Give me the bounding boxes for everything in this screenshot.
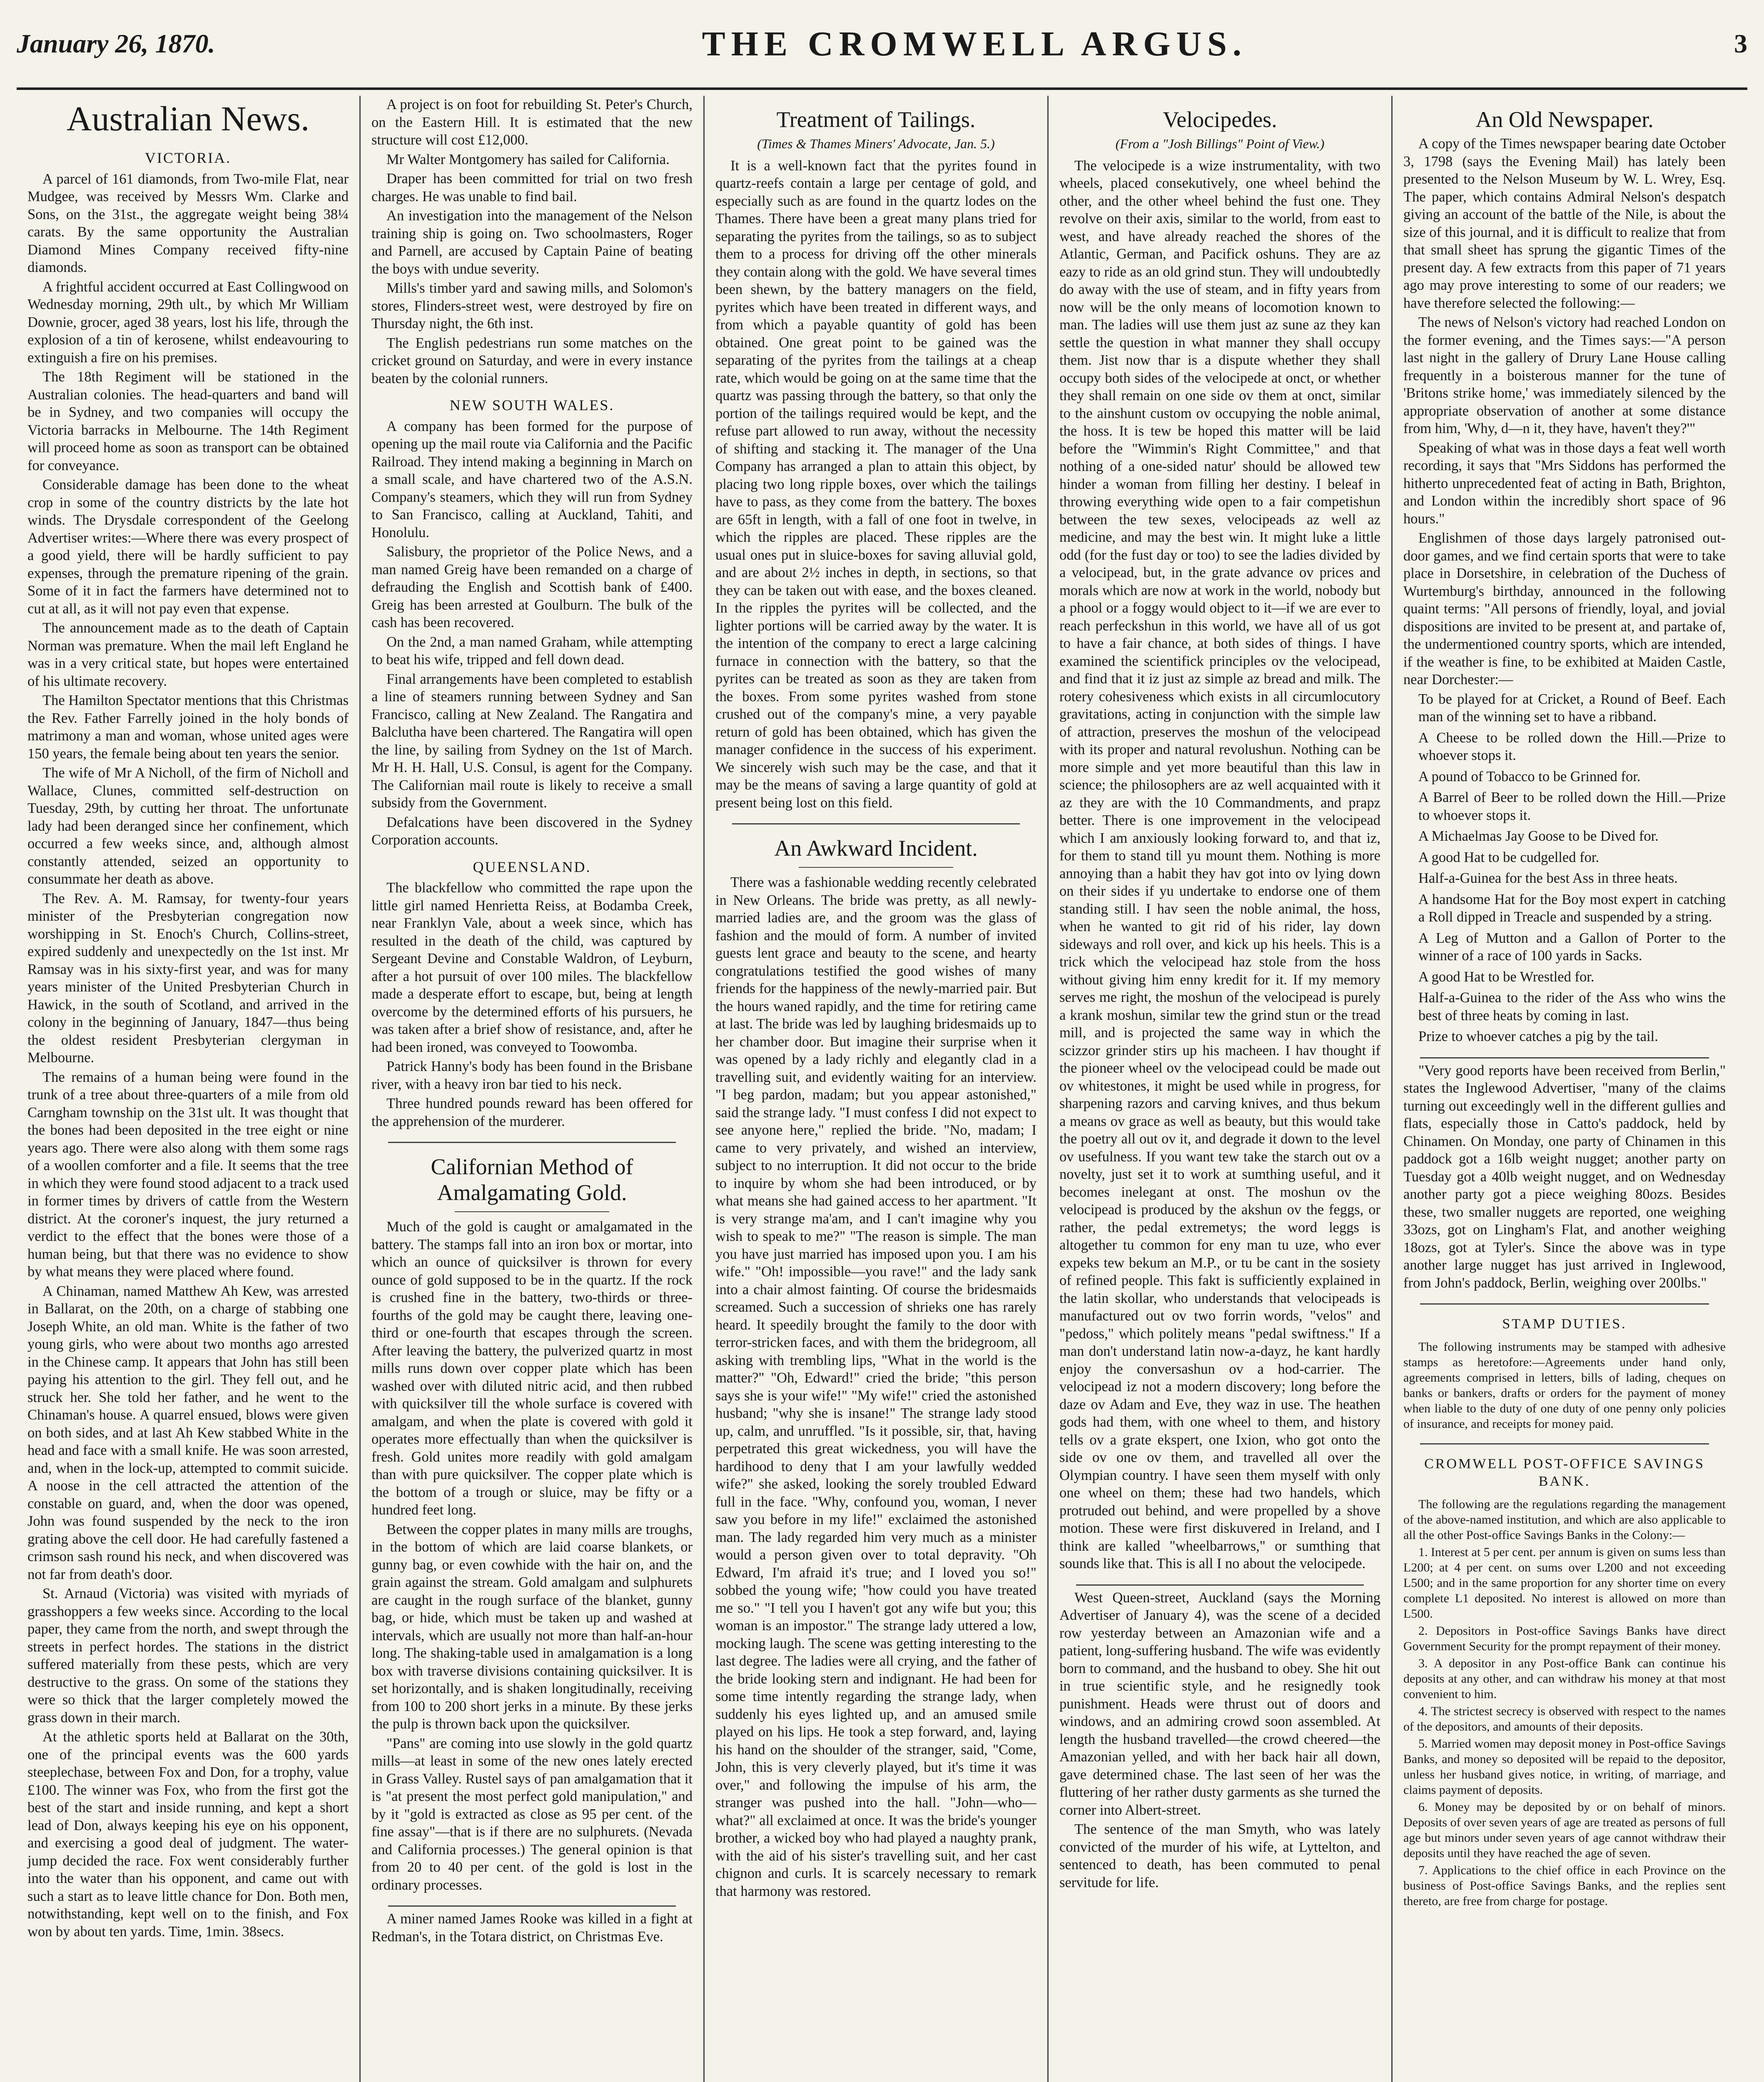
prize-item: A Cheese to be rolled down the Hill.—Prize to whoever stops it. bbox=[1418, 730, 1726, 763]
article-paragraph: The following instruments may be stamped with adhesive stamps as heretofore:—Agreements under hand only, agreements comprised in letters, bills of lading, cheques on banks or bankers, drafts or orders for the payment of money when liable to the duty of one duty of one penny only policies of insurance, and receipts for money paid. bbox=[1403, 1340, 1726, 1431]
article-title-awkward-incident: An Awkward Incident. bbox=[774, 836, 978, 861]
section-savings-bank: CROMWELL POST-OFFICE SAVINGS BANK. bbox=[1424, 1456, 1705, 1489]
article-paragraph: There was a fashionable wedding recently celebrated in New Orleans. The bride was pretty, as all newly-married ladies are, and the groom was the glass of fashion and the mould of form. A number of invited guests lent grace and beauty to the scene, and hearty congratulations testified the good wishes of many friends for the happiness of the newly-married pair. But the hours waned rapidly, and the time for retiring came at last. The bride was led by laughing bridesmaids up to her chamber door. But imagine their surprise when it was opened by a lady richly and elegantly clad in a travelling suit, and evidently waiting for an interview. "I beg pardon, madam; but you appear astonished," said the strange lady. "I must confess I did not expect to see anyone here," replied the bride. "No, madam; I came to very privately, and wished an interview, subject to no interruption. It did not occur to the bride to inquire by whom she had been introduced, or by what means she had gained access to her apartment. "It is very strange ma'am, and I can't imagine why you wish to speak to me?" "The reason is simple. The man you have just married has imposed upon you. I am his wife." "Oh! impossible—you rave!" and the lady sank into a chair almost fainting. Of course the bridesmaids screamed. Such a succession of shrieks one has rarely heard. It speedily brought the family to the door with terror-stricken faces, and with them the bridegroom, all asking with trembling lips, "What in the world is the matter?" "Oh, Edward!" cried the bride; "this person says she is your wife!" "My wife!" cried the astonished husband; "why she is insane!" The strange lady stood up, calm, and unruffled. "Is it possible, sir, that, having perpetrated this great wickedness, you will have the hardihood to deny that I am your lawfully wedded wife?" she asked, looking the sorely troubled Edward full in the face. "Why, confound you, woman, I never saw you before in my life!" exclaimed the astonished man. The lady regarded him very much as a minister would a person given over to total depravity. "Oh Edward, I'm afraid it's true; and I loved you so!" sobbed the young wife; "how could you have treated me so." "I tell you I haven't got any wife but you; this woman is an impostor." The strange lady uttered a low, mocking laugh. The scene was getting interesting to the last degree. The ladies were all crying, and the father of the bride looking stern and indignant. He had been for some time intently regarding the strange lady, when suddenly his eyes lighted up, and an amused smile played on his lips. He took a step forward, and, laying his hand on the shoulder of the stranger, said, "Come, John, this is very cleverly played, but it's time it was over," and following the impulse of his arm, the stranger was pushed into the hall. "John—who—what?" all exclaimed at once. It was the bride's younger brother, a wicked boy who had played a naughty prank, with the aid of his sister's travelling suit, and her cast chignon and curls. It is scarcely necessary to remark that harmony was restored. bbox=[715, 874, 1036, 1899]
article-paragraph: Final arrangements have been completed to establish a line of steamers running between Sydney and San Francisco, calling at New Zealand. The Rangatira and Balclutha have been chartered. The Rangatira will open the line, by sailing from Sydney on the 1st of March. Mr H. H. Hall, U.S. Consul, is agent for the Company. The Californian mail route is likely to receive a small subsidy from the Government. bbox=[371, 671, 693, 811]
article-paragraph: The English pedestrians run some matches on the cricket ground on Saturday, and were in every instance beaten by the colonial runners. bbox=[371, 335, 693, 386]
divider bbox=[1076, 1584, 1364, 1586]
article-paragraph: Patrick Hanny's body has been found in the Brisbane river, with a heavy iron bar tied to his neck. bbox=[371, 1058, 693, 1092]
regulation-item: 7. Applications to the chief office in each Province on the business of Post-office Savings Banks, and the replies sent thereto, are free from charge for postage. bbox=[1403, 1863, 1726, 1908]
article-title-californian-method: Californian Method of Amalgamating Gold. bbox=[431, 1154, 633, 1205]
column-3 bbox=[705, 96, 1049, 2082]
page-number: 3 bbox=[1734, 29, 1747, 58]
article-paragraph: The remains of a human being were found in the trunk of a tree about three-quarters of a mile from old Carngham township on the 31st ult. It was thought that the bones had been deposited in the tree eight or nine years ago. There were also along with them some rags of a woollen comforter and a file. It seems that the tree in which they were found stood adjacent to a track used in former times by drivers of cattle from the Western district. At the coroner's inquest, the jury returned a verdict to the effect that the bones were those of a human being, but that there was no evidence to show by what means they were placed where found. bbox=[27, 1069, 349, 1280]
article-paragraph: The velocipede is a wize instrumentality, with two wheels, placed consekutively, one wheel behind the other, and the other wheel behind the fust one. They revolve on their axis, similar to the world, from east to west, and have already reached the shores of the Atlantic, German, and Pacifick oshuns. They are az eazy to ride as an old grind stun. They will undoubtedly do away with the use of steam, and in fifty years from now will be the only means of locomotion known to man. The ladies will use them just az sune az they kan settle the question in what manner they shall occupy them. Jist now thar is a dispute whether they shall occupy both sides of the velocipede at onct, or whether they shall remain on one side ov them at onct, similar to the ainshunt custom ov occupying the noble animal, the hoss. It is tew be hoped this matter will be laid before the "Wimmin's Right Committee," and that nothing of a one-sided natur' should be allowed tew hinder a woman from filling her destiny. I beleaf in throwing everything wide open to a fair competishun between the tew sexes, velocipeads az well az medicine, and may the best win. It might luke a little odd (for the fust day or too) to see the ladies divided by a velocipead, but, in the grate advance ov prices and morals which are now at work in the world, nobody but a phool or a foggy would object to it—if we are ever to reach perfeckshun in this world, we have all of us got to have a fair chance, at both sides of things. I have examined the scientifick principles ov the velocipead, and find that it iz just az simple az bread and milk. The rotery cohesiveness which exists in all circumlocutory gravitations, acting in conjunction with the simple law of attraction, preserves the moshun of the velocipead with its proper and natural revolushun. Nothing can be more simple and yet more beautiful than this law in science; the philosophers are az well acquainted with it az they are with the 10 Commandments, and prapz better. There is one improvement in the velocipead which I am anxiously looking forward to, and that iz, for them to stand till yu mount them. Nothing is more annoying than a habit they hav got into ov lying down on their sides if yu undertake to endorse one of them standing still. I hav seen the noble animal, the hoss, when he wanted to git rid of his rider, lay down sideways and roll over, and kick up his heels. This is a trick which the velocipead haz stole from the hoss without giving him enny kredit for it. If my memory serves me right, the moshun of the velocipead is purely a krank moshun, similar tew the grind stun or the tread mill, and is projected the same way in which the scizzor grinder stirs up his macheen. I hav thought if the pioneer wheel ov the velocipead could be made out ov whitestones, it might be used while in progress, for sharpening razors and carving knives, and thus bekum a means ov grace as well as beauty, but this would take the poetry all out ov it, and degrade it down to the level ov usefulness. If you want tew take the starch out ov a novelty, just set it to work at sumthing useful, and it becomes inelegant at onst. The moshun ov the velocipead is produced by the akshun ov the feggs, or rather, the pedal extremetys; the word leggs is altogether tu common for eny man tu uze, who ever expeks tew bekum an M.P., or tu be cant in the sosiety of refined people. This fakt is sufficiently explained in the latin skollar, who understands that velocipeads is manufactured out ov two forrin words, "velos" and "pedoss," which politely means "pedal swiftness." If a man don't understand latin now-a-dayz, he kant hardly enjoy the conversashun ov a hod-carrier. The velocipead iz not a modern discovery; long before the daze ov Adam and Eve, they waz in use. The heathen gods had them, with one wheel to them, and history tells ov a grate ekspert, one Ixion, who got onto the side ov one ov them, and travelled all over the Olympian country. I have seen them myself with only one wheel on them; these had two handels, which protruded out behind, and were propelled by a shove motion. These were first diskuvered in Ireland, and I think are kalled "wheelbarrows," or sumthing that sounds like that. This is all I no about the velocipede. bbox=[1059, 157, 1380, 1571]
article-paragraph: The blackfellow who committed the rape upon the little girl named Henrietta Reiss, at Bodamba Creek, near Franklyn Vale, about a week since, which has resulted in the death of the child, was captured by Sergeant Devine and Constable Waldron, of Leyburn, after a hot pursuit of over 100 miles. The blackfellow made a desperate effort to escape, but, being at length overcome by the determined efforts of his pursuers, he was taken after a brief show of resistance, and, after he had been ironed, was conveyed to Toowomba. bbox=[371, 880, 693, 1055]
regulation-item: 2. Depositors in Post-office Savings Banks have direct Government Security for the prompt repayment of their money. bbox=[1403, 1624, 1726, 1653]
article-paragraph: The Hamilton Spectator mentions that this Christmas the Rev. Father Farrelly joined in the holy bonds of matrimony a man and woman, whose united ages were 150 years, the female being about ten years the senior. bbox=[27, 692, 349, 762]
divider bbox=[455, 1211, 609, 1212]
newspaper-title: THE CROMWELL ARGUS. bbox=[702, 24, 1247, 63]
article-paragraph: The 18th Regiment will be stationed in the Australian colonies. The head-quarters and band will be in Sydney, and two companies will occupy the Victoria barracks in Melbourne. The 14th Regiment will proceed home as soon as transport can be obtained for conveyance. bbox=[27, 369, 349, 473]
divider bbox=[1420, 1303, 1709, 1305]
issue-date: January 26, 1870. bbox=[17, 29, 215, 58]
divider bbox=[732, 823, 1020, 824]
article-title-treatment-of-tailings: Treatment of Tailings. bbox=[776, 107, 976, 132]
article-paragraph: "Very good reports have been received from Berlin," states the Inglewood Advertiser, "many of the claims turning out exceedingly well in the different gullies and flats, especially those in Catto's paddock, held by Chinamen. On Monday, one party of Chinamen in this paddock got a 16lb weight nugget; another party on Tuesday got a 40lb weight nugget, and on Wednesday another party got a piece weighing 80ozs. Besides these, two smaller nuggets are reported, one weighing 33ozs, got on Lingham's Flat, and another weighing 18ozs, got at Tyler's. Since the above was in type another large nugget has just arrived in Inglewood, from John's paddock, Berlin, weighing over 200lbs." bbox=[1403, 1062, 1726, 1291]
article-paragraph: The sentence of the man Smyth, who was lately convicted of the murder of his wife, at Lyttelton, and sentenced to death, has been commuted to penal servitude for life. bbox=[1059, 1821, 1380, 1890]
article-paragraph: Englishmen of those days largely patronised out-door games, and we find certain sports that were to take place in Dorsetshire, in celebration of the Duchess of Wurtemburg's birthday, announced in the following quaint terms: "All persons of friendly, loyal, and jovial dispositions are invited to be present at, and partake of, the undermentioned country sports, which are intended, if the weather is fine, to be exhibited at Maiden Castle, near Dorchester:— bbox=[1403, 530, 1726, 687]
article-paragraph: Salisbury, the proprietor of the Police News, and a man named Greig have been remanded on a charge of defrauding the English and Scottish bank of £400. Greig has been arrested at Goulburn. The bulk of the cash has been recovered. bbox=[371, 544, 693, 630]
article-paragraph: The wife of Mr A Nicholl, of the firm of Nicholl and Wallace, Clunes, committed self-destruction on Tuesday, 29th, by cutting her throat. The unfortunate lady had been deranged since her confinement, which occurred a few weeks since, and, although almost constantly attended, seized an opportunity to consummate her death as above. bbox=[27, 765, 349, 887]
prize-item: A Barrel of Beer to be rolled down the Hill.—Prize to whoever stops it. bbox=[1418, 789, 1726, 823]
column-1 bbox=[17, 96, 361, 2082]
regulation-item: 1. Interest at 5 per cent. per annum is given on sums less than L200; at 4 per cent. on sums over L200 and not exceeding L500; and in the same proportion for any shorter time on every complete L1 deposited. No interest is allowed on more than L500. bbox=[1403, 1545, 1726, 1621]
regulation-item: 6. Money may be deposited by or on behalf of minors. Deposits of over seven years of age are treated as persons of full age but minors under seven years of age cannot withdraw their deposits until they have reached the age of seven. bbox=[1403, 1800, 1726, 1860]
article-paragraph: A miner named James Rooke was killed in a fight at Redman's, in the Totara district, on Christmas Eve. bbox=[371, 1911, 693, 1945]
prize-item: A pound of Tobacco to be Grinned for. bbox=[1418, 768, 1641, 784]
regulation-item: 5. Married women may deposit money in Post-office Savings Banks, and money so deposited will be repaid to the depositor, unless her husband gives notice, in writing, of marriage, and claims payment of deposits. bbox=[1403, 1736, 1726, 1797]
article-paragraph: A copy of the Times newspaper bearing date October 3, 1798 (says the Evening Mail) has lately been presented to the Nelson Museum by W. L. Wrey, Esq. The paper, which contains Admiral Nelson's despatch giving an account of the battle of the Nile, is about the size of this journal, and it is difficult to realize that from that small sheet has sprung the gigantic Times of the present day. A few extracts from this paper of 71 years ago may prove interesting to some of our readers; we have therefore selected the following:— bbox=[1403, 136, 1726, 311]
prize-item: A good Hat to be Wrestled for. bbox=[1418, 969, 1595, 985]
article-paragraph: Draper has been committed for trial on two fresh charges. He was unable to find bail. bbox=[371, 171, 693, 204]
article-paragraph: A project is on foot for rebuilding St. Peter's Church, on the Eastern Hill. It is estimated that the new structure will cost £12,000. bbox=[371, 97, 693, 148]
article-credit: (From a "Josh Billings" Point of View.) bbox=[1115, 136, 1325, 151]
article-paragraph: The Rev. A. M. Ramsay, for twenty-four years minister of the Presbyterian congregation now worshipping in St. Enoch's Church, Collins-street, expired suddenly and unexpectedly on the 1st inst. Mr Ramsay was in his sixty-first year, and was for many years minister of the United Presbyterian Church in Hawick, in the south of Scotland, and arrived in the colony in the beginning of January, 1847—thus being the oldest resident Presbyterian clergyman in Melbourne. bbox=[27, 890, 349, 1066]
article-paragraph: A frightful accident occurred at East Collingwood on Wednesday morning, 29th ult., by which Mr William Downie, grocer, aged 38 years, lost his life, through the explosion of a tin of kerosene, whilst endeavouring to extinguish a fire on his premises. bbox=[27, 279, 349, 366]
masthead bbox=[17, 0, 1747, 90]
regulation-item: 3. A depositor in any Post-office Bank can continue his deposits at any other, and can withdraw his money at that most convenient to him. bbox=[1403, 1656, 1726, 1701]
article-paragraph: Defalcations have been discovered in the Sydney Corporation accounts. bbox=[371, 814, 693, 848]
article-paragraph: St. Arnaud (Victoria) was visited with myriads of grasshoppers a few weeks since. According to the local paper, they came from the north, and swept through the streets in perfect hordes. The stations in the district suffered materially from these pests, which are very destructive to the grass. On some of the stations they were so thick that the larger completely mowed the grass down in their march. bbox=[27, 1586, 349, 1726]
column-5 bbox=[1393, 96, 1737, 2082]
divider bbox=[388, 1905, 676, 1907]
divider bbox=[1420, 1443, 1709, 1444]
prize-item: A good Hat to be cudgelled for. bbox=[1418, 849, 1600, 865]
article-paragraph: Three hundred pounds reward has been offered for the apprehension of the murderer. bbox=[371, 1096, 693, 1129]
article-paragraph: Mr Walter Montgomery has sailed for California. bbox=[386, 151, 670, 167]
prize-item: Prize to whoever catches a pig by the tail. bbox=[1418, 1029, 1658, 1044]
article-paragraph: The following are the regulations regarding the management of the above-named institution, and which are also applicable to all the other Post-office Savings Banks in the Colony:— bbox=[1403, 1497, 1726, 1542]
article-paragraph: A Chinaman, named Matthew Ah Kew, was arrested in Ballarat, on the 20th, on a charge of stabbing one Joseph White, an old man. White is the father of two young girls, who were about two months ago arrested in the Chinese camp. It appears that John has still been paying his attention to the girl. They fell out, and he struck her. She told her father, and he went to the Chinaman's house. A quarrel ensued, blows were given on both sides, and at last Ah Kew stabbed White in the head and face with a small knife. He was soon arrested, and, when in the lock-up, attempted to commit suicide. A noose in the cell attracted the attention of the constable on guard, and, when the door was opened, John was found suspended by the neck to the iron grating above the cell door. He had carefully fastened a crimson sash round his neck, and when discovered was not far from death's door. bbox=[27, 1283, 349, 1582]
divider bbox=[1420, 1057, 1709, 1058]
prize-item: A Michaelmas Jay Goose to be Dived for. bbox=[1418, 828, 1659, 844]
article-paragraph: Between the copper plates in many mills are troughs, in the bottom of which are laid coarse blankets, or gunny bag, or even cowhide with the hair on, and the grain against the stream. Gold amalgam and sulphurets are caught in the rough surface of the blanket, gunny bag, or hide, which must be taken up and washed at intervals, which are usually not more than half-an-hour long. The shaking-table used in amalgamation is a long box with traverse divisions containing quicksilver. It is set horizontally, and is shaken longitudinally, receiving from 100 to 200 short jerks in a minute. By these jerks the pulp is thrown back upon the quicksilver. bbox=[371, 1521, 693, 1732]
article-paragraph: An investigation into the management of the Nelson training ship is going on. Two schoolmasters, Roger and Parnell, are accused by Captain Paine of beating the boys with undue severity. bbox=[371, 208, 693, 277]
article-paragraph: It is a well-known fact that the pyrites found in quartz-reefs contain a large per centage of gold, and especially such as are found in the quartz lodes on the Thames. There have been a great many plans tried for separating the pyrites from the tailings, so as to subject them to a process for driving off the other minerals they contain along with the gold. We have several times been shewn, by the battery managers on the field, pyrites which have been treated in different ways, and from which a payable quantity of gold has been obtained. One great point to be gained was the separating of the pyrites from the tailings at a cheap rate, which would be going on at the same time that the quartz was passing through the battery, so that only the portion of the tailings required would be kept, and the refuse part allowed to run away, without the necessity of shifting and stacking it. The manager of the Una Company has arranged a plan to attain this object, by placing two long ripple boxes, over which the tailings have to pass, as they come from the battery. The boxes are 65ft in length, with a fall of one foot in twelve, in which the ripples are placed. These ripples are the usual ones put in sluice-boxes for saving alluvial gold, and are about 2½ inches in depth, in sections, so that they can be taken out with ease, and the boxes cleaned. In the ripples the pyrites will be collected, and the lighter portions will be carried away by the water. It is the intention of the company to erect a large calcining furnace in connection with the battery, so that the pyrites can be treated as soon as they are taken from the boxes. From some pyrites washed from stone crushed out of the company's mine, a very payable return of gold has been obtained, which has given the manager confidence in the success of his experiment. We sincerely wish such may be the case, and that it may be the means of saving a large quantity of gold at present being lost on this field. bbox=[715, 157, 1036, 811]
article-paragraph: At the athletic sports held at Ballarat on the 30th, one of the principal events was the 600 yards steeplechase, between Fox and Don, for a trophy, value £100. The winner was Fox, who from the first got the best of the start and inside running, and kept a short lead of Don, always keeping his eye on his opponent, and exercising a good deal of judgment. The water-jump decided the race. Fox went considerably further into the water than his opponent, and came out with such a start as to leave little chance for Don. Both men, notwithstanding, kept well on to the finish, and Fox won by about ten yards. Time, 1min. 38secs. bbox=[27, 1729, 349, 1940]
divider bbox=[799, 867, 953, 868]
article-paragraph: A parcel of 161 diamonds, from Two-mile Flat, near Mudgee, was received by Messrs Wm. Clarke and Sons, on the 31st., the aggregate weight being 38¼ carats. By the same opportunity the Australian Diamond Mines Company received fifty-nine diamonds. bbox=[27, 171, 349, 275]
section-new-south-wales: NEW SOUTH WALES. bbox=[449, 397, 615, 413]
regulation-item: 4. The strictest secrecy is observed with respect to the names of the depositors, and amounts of their deposits. bbox=[1403, 1704, 1726, 1733]
prize-item: A handsome Hat for the Boy most expert in catching a Roll dipped in Treacle and suspended by a string. bbox=[1418, 891, 1726, 925]
columns bbox=[17, 96, 1747, 2082]
section-queensland: QUEENSLAND. bbox=[473, 858, 591, 875]
column-2 bbox=[361, 96, 705, 2082]
article-paragraph: On the 2nd, a man named Graham, while attempting to beat his wife, tripped and fell down dead. bbox=[371, 634, 693, 667]
article-paragraph: Speaking of what was in those days a feat well worth recording, it says that "Mrs Siddons has performed the hitherto unprecedented feat of acting in Bath, Brighton, and London within the incredibly short space of 96 hours." bbox=[1403, 440, 1726, 527]
article-title-velocipedes: Velocipedes. bbox=[1163, 107, 1277, 132]
prize-item: Half-a-Guinea for the best Ass in three heats. bbox=[1418, 870, 1678, 886]
article-paragraph: Considerable damage has been done to the wheat crop in some of the country districts by the late hot winds. The Drysdale correspondent of the Geelong Advertiser writes:—Where there was every prospect of a good yield, there will be hardly sufficient to pay expenses, through the premature ripening of the grain. Some of it in fact the farmers have determined not to cut at all, as it will not pay even that expense. bbox=[27, 477, 349, 617]
article-paragraph: The announcement made as to the death of Captain Norman was premature. When the mail left England he was in a very critical state, but hopes were entertained of his ultimate recovery. bbox=[27, 620, 349, 689]
article-paragraph: "Pans" are coming into use slowly in the gold quartz mills—at least in some of the new ones lately erected in Grass Valley. Rustel says of pan amalgamation that it is "at present the most perfect gold manipulation," and by it "gold is extracted as close as 95 per cent. of the fine assay"—that is if there are no sulphurets. (Nevada and California processes.) The general opinion is that from 20 to 40 per cent. of the gold is lost in the ordinary processes. bbox=[371, 1735, 693, 1893]
prize-item: A Leg of Mutton and a Gallon of Porter to the winner of a race of 100 yards in Sacks. bbox=[1418, 930, 1726, 964]
article-paragraph: The news of Nelson's victory had reached London on the former evening, and the Times says:—"A person last night in the gallery of Drury Lane House calling frequently in a boisterous manner for the tune of 'Britons strike home,' was immediately silenced by the appropriate observation of another at some distance from him, 'Why, d—n it, they have, haven't they?'" bbox=[1403, 314, 1726, 436]
article-credit: (Times & Thames Miners' Advocate, Jan. 5.) bbox=[757, 136, 995, 151]
article-paragraph: A company has been formed for the purpose of opening up the mail route via California and the Pacific Railroad. They intend making a beginning in March on a small scale, and have chartered two of the A.S.N. Company's steamers, which they will run from Sydney to San Francisco, calling at Auckland, Tahiti, and Honolulu. bbox=[371, 418, 693, 540]
prize-item: To be played for at Cricket, a Round of Beef. Each man of the winning set to have a ribband. bbox=[1418, 691, 1726, 725]
section-stamp-duties: STAMP DUTIES. bbox=[1502, 1316, 1627, 1332]
article-title-old-newspaper: An Old Newspaper. bbox=[1475, 107, 1654, 132]
article-paragraph: Mills's timber yard and sawing mills, and Solomon's stores, Flinders-street west, were destroyed by fire on Thursday night, the 6th inst. bbox=[371, 280, 693, 331]
section-victoria: VICTORIA. bbox=[145, 149, 232, 166]
article-title-australian-news: Australian News. bbox=[66, 100, 310, 138]
article-paragraph: West Queen-street, Auckland (says the Morning Advertiser of January 4), was the scene of a decided row yesterday between an Amazonian wife and a patient, long-suffering husband. The wife was evidently born to command, and the husband to obey. She hit out in true scientific style, and he resignedly took punishment. Heads were thrust out of doors and windows, and an admiring crowd soon assembled. At length the husband travelled—the crowd cheered—the Amazonian yelled, and with her back hair all down, gave determined chase. The last seen of her was the fluttering of her rather dusty garments as she turned the corner into Albert-street. bbox=[1059, 1589, 1380, 1818]
column-4 bbox=[1049, 96, 1393, 2082]
prize-item: Half-a-Guinea to the rider of the Ass who wins the best of three heats by coming in last. bbox=[1418, 990, 1726, 1024]
divider bbox=[388, 1142, 676, 1143]
article-paragraph: Much of the gold is caught or amalgamated in the battery. The stamps fall into an iron box or mortar, into which an ounce of quicksilver is thrown for every ounce of gold supposed to be in the quartz. If the rock is crushed fine in the battery, two-thirds or three-fourths of the gold may be caught there, leaving one-third or one-fourth that escapes through the screen. After leaving the battery, the pulverized quartz in most mills runs down over copper plate which has been washed over with diluted nitric acid, and then rubbed with quicksilver till the whole surface is covered with amalgam, and when the plate is covered with gold it operates more effectually than when the quicksilver is fresh. Gold unites more readily with gold amalgam than with pure quicksilver. The copper plate which is the bottom of a trough or sluice, may be fifty or a hundred feet long. bbox=[371, 1219, 693, 1518]
